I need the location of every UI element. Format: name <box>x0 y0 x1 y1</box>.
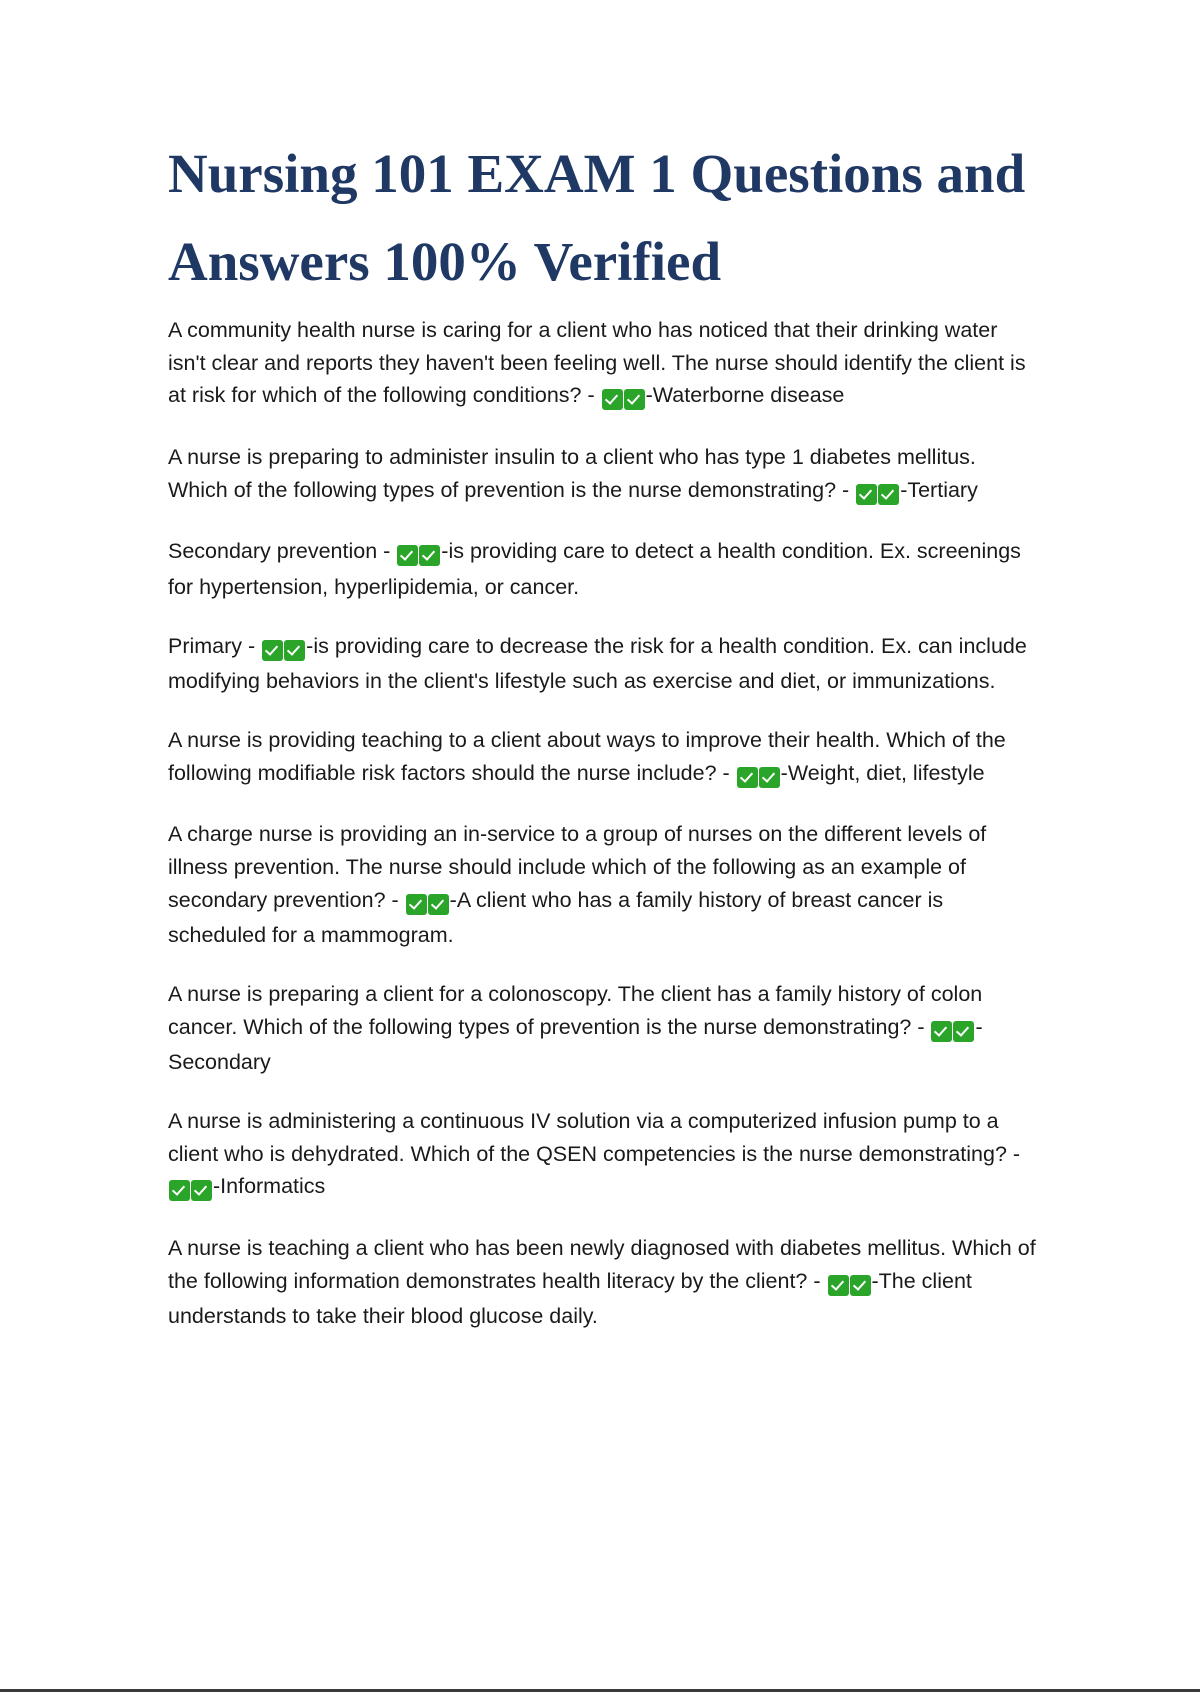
check-icon <box>624 389 645 410</box>
qa-question: Secondary prevention - <box>168 539 391 564</box>
qa-block <box>168 630 1040 698</box>
qa-answer: -The client understands to take their blood glucose daily. <box>168 1268 972 1329</box>
qa-answer: -Weight, diet, lifestyle <box>780 760 985 785</box>
check-icon <box>406 894 427 915</box>
check-icon <box>602 389 623 410</box>
check-icon <box>931 1021 952 1042</box>
verified-check-icons <box>931 1014 974 1047</box>
qa-question: A nurse is providing teaching to a client about ways to improve their health. Which of the following modifiable risk factors should the nurse include? - <box>168 728 1006 785</box>
qa-answer: -is providing care to detect a health condition. Ex. screenings for hypertension, hyperlipidemia, or cancer. <box>168 539 1021 600</box>
check-icon <box>428 894 449 915</box>
check-icon <box>953 1021 974 1042</box>
verified-check-icons <box>262 633 305 666</box>
qa-question: A charge nurse is providing an in-service to a group of nurses on the different levels of illness prevention. The nurse should include which of the following as an example of secondary prevention? - <box>168 822 987 912</box>
qa-question: A nurse is administering a continuous IV solution via a computerized infusion pump to a client who is dehydrated. Which of the QSEN competencies is the nurse demonstrating? - <box>168 1109 1021 1166</box>
page-title: Nursing 101 EXAM 1 Questions and Answers 100% Verified <box>168 143 1026 292</box>
verified-check-icons <box>397 538 440 571</box>
check-icon <box>878 484 899 505</box>
qa-block <box>168 314 1040 415</box>
qa-answer: -Secondary <box>168 1014 983 1075</box>
qa-question: A nurse is teaching a client who has been newly diagnosed with diabetes mellitus. Which of the following information demonstrates health literacy by the client? - <box>168 1236 1036 1293</box>
document-body <box>160 130 1040 1333</box>
qa-list <box>168 314 1040 1333</box>
verified-check-icons <box>737 760 780 793</box>
qa-answer: -Tertiary <box>900 477 978 502</box>
qa-answer: -is providing care to decrease the risk for a health condition. Ex. can include modifying behaviors in the client's lifestyle such as exercise and diet, or immunizations. <box>168 633 1027 694</box>
qa-block <box>168 1105 1040 1206</box>
qa-question: A nurse is preparing to administer insulin to a client who has type 1 diabetes mellitus. Which of the following types of prevention is the nurse demonstrating? - <box>168 445 976 502</box>
qa-question: Primary - <box>168 633 256 658</box>
qa-block <box>168 535 1040 603</box>
qa-question: A community health nurse is caring for a client who has noticed that their drinking water isn't clear and reports they haven't been feeling well. The nurse should identify the client is at risk for which of the following conditions? - <box>168 318 1026 408</box>
qa-block <box>168 441 1040 509</box>
check-icon <box>191 1180 212 1201</box>
verified-check-icons <box>602 382 645 415</box>
verified-check-icons <box>828 1268 871 1301</box>
check-icon <box>737 767 758 788</box>
check-icon <box>284 640 305 661</box>
check-icon <box>850 1275 871 1296</box>
check-icon <box>419 545 440 566</box>
qa-answer: -Waterborne disease <box>645 383 845 408</box>
verified-check-icons <box>856 477 899 510</box>
qa-answer: -A client who has a family history of breast cancer is scheduled for a mammogram. <box>168 887 944 948</box>
check-icon <box>262 640 283 661</box>
qa-block <box>168 978 1040 1079</box>
qa-question: A nurse is preparing a client for a colonoscopy. The client has a family history of colon cancer. Which of the following types of prevention is the nurse demonstrating? - <box>168 982 983 1039</box>
check-icon <box>169 1180 190 1201</box>
verified-check-icons <box>169 1173 212 1206</box>
qa-block <box>168 818 1040 952</box>
qa-block <box>168 1232 1040 1333</box>
qa-block <box>168 724 1040 792</box>
check-icon <box>856 484 877 505</box>
qa-answer: -Informatics <box>213 1174 326 1199</box>
check-icon <box>759 767 780 788</box>
verified-check-icons <box>406 887 449 920</box>
check-icon <box>828 1275 849 1296</box>
footer-divider <box>0 1689 1200 1692</box>
check-icon <box>397 545 418 566</box>
